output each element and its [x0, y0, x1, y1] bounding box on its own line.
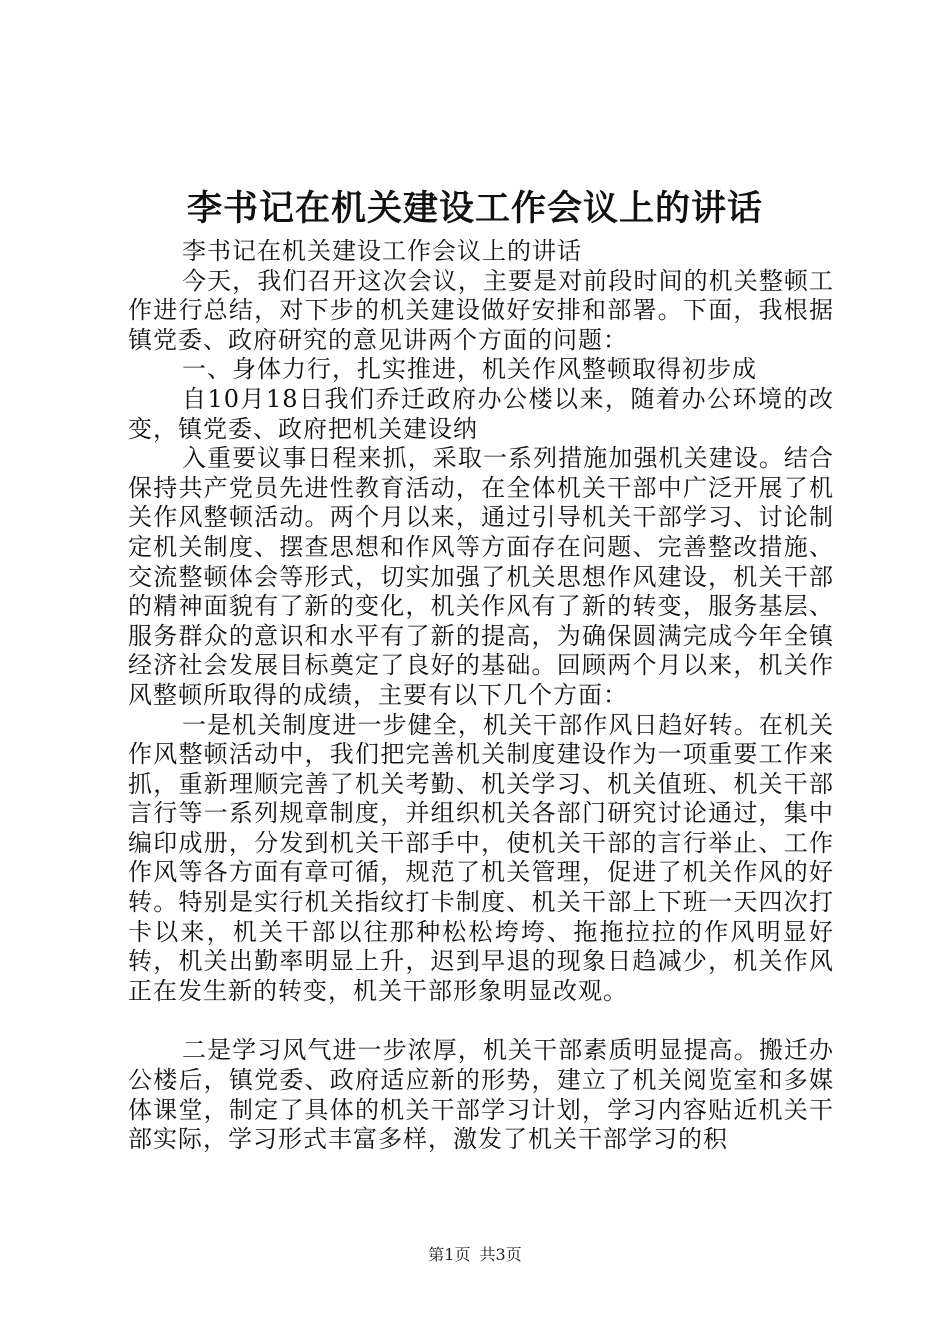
page-footer — [0, 1244, 950, 1266]
paragraph-subtitle: 李书记在机关建设工作会议上的讲话 — [182, 237, 582, 265]
page-number: 第1页 — [428, 1245, 471, 1264]
page-total: 共3页 — [479, 1245, 522, 1264]
paragraph-point-two: 二是学习风气进一步浓厚，机关干部素质明显提高。搬迁办公楼后，镇党委、政府适应新的形势，建立了机关阅览室和多媒体课堂，制定了具体的机关干部学习计划，学习内容贴近机关干部实际，学习形式丰富多样，激发了机关干部学习的积 — [128, 1036, 834, 1154]
paragraph-heading-one: 一、身体力行，扎实推进，机关作风整顿取得初步成 — [182, 355, 757, 384]
paragraph-measures: 入重要议事日程来抓，采取一系列措施加强机关建设。结合保持共产党员先进性教育活动，在全体机关干部中广泛开展了机关作风整顿活动。两个月以来，通过引导机关干部学习、讨论制定机关制度、摆查思想和作风等方面存在问题、完善整改措施、交流整顿体会等形式，切实加强了机关思想作风建设，机关干部的精神面貌有了新的变化，机关作风有了新的转变，服务基层、服务群众的意识和水平有了新的提高，为确保圆满完成今年全镇经济社会发展目标奠定了良好的基础。回顾两个月以来，机关作风整顿所取得的成绩，主要有以下几个方面： — [128, 444, 834, 709]
paragraph-point-one: 一是机关制度进一步健全，机关干部作风日趋好转。在机关作风整顿活动中，我们把完善机关制度建设作为一项重要工作来抓，重新理顺完善了机关考勤、机关学习、机关值班、机关干部言行等一系列规章制度，并组织机关各部门研究讨论通过，集中编印成册，分发到机关干部手中，使机关干部的言行举止、工作作风等各方面有章可循，规范了机关管理，促进了机关作风的好转。特别是实行机关指纹打卡制度、机关干部上下班一天四次打卡以来，机关干部以往那种松松垮垮、拖拖拉拉的作风明显好转，机关出勤率明显上升，迟到早退的现象日趋减少，机关作风正在发生新的转变，机关干部形象明显改观。 — [128, 710, 834, 1005]
document-body — [128, 237, 834, 1155]
document-title: 李书记在机关建设工作会议上的讲话 — [186, 188, 763, 229]
paragraph-intro: 今天，我们召开这次会议，主要是对前段时间的机关整顿工作进行总结，对下步的机关建设做好安排和部署。下面，我根据镇党委、政府研究的意见讲两个方面的问题： — [128, 266, 834, 354]
paragraph-relocation: 自10月18日我们乔迁政府办公楼以来，随着办公环境的改变，镇党委、政府把机关建设纳 — [128, 384, 834, 443]
